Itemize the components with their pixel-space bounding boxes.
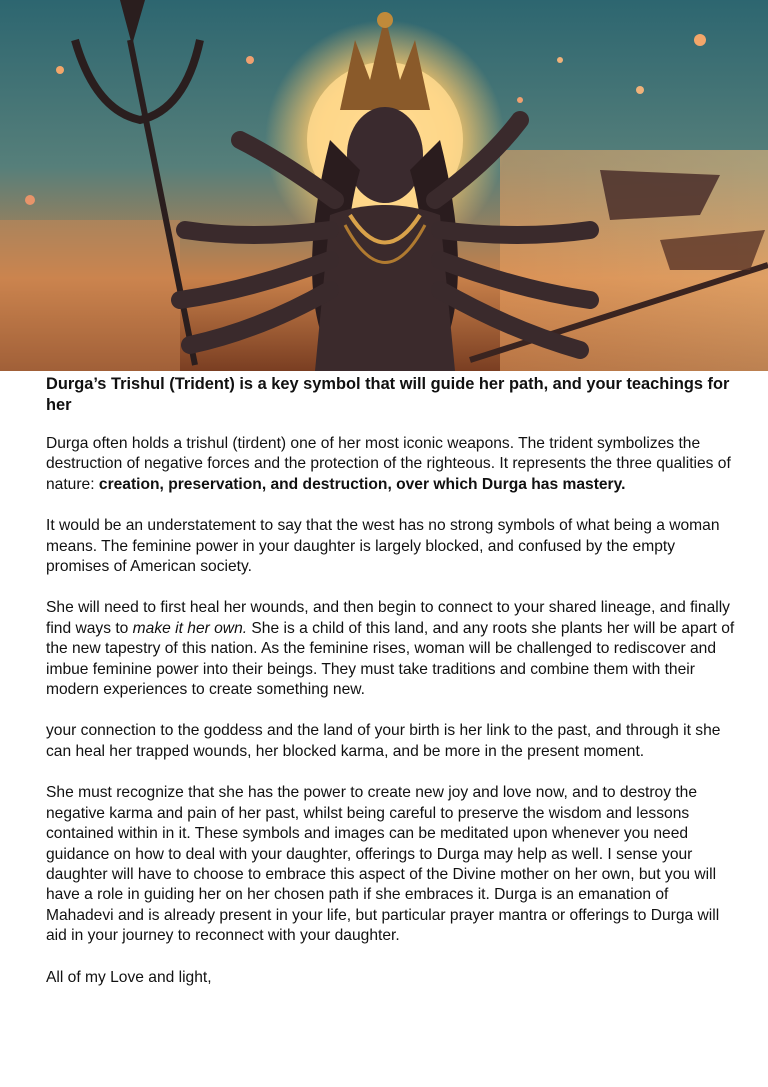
durga-hero-image [0, 0, 768, 371]
durga-illustration [0, 0, 768, 371]
paragraph-heal-wounds [46, 598, 736, 700]
paragraph-recognize-power: She must recognize that she has the power to create new joy and love now, and to destroy the negative karma and pain of her past, whilst being careful to preserve the wisdom and lessons contained within in it. These symbols and images can be meditated upon whenever you need guidance on how to deal with your daughter, offerings to Durga may help as well. I sense your daughter will have to choose to embrace this aspect of the Divine mother on her own, but you will have a role in guiding her on her chosen path if she embraces it. Durga is an emanation of Mahadevi and is already present in your life, but particular prayer mantra or offerings to Durga will aid in your journey to reconnect with your daughter. [46, 784, 720, 945]
paragraph-italic-text: make it her own. [132, 619, 248, 637]
paragraph-text: She will need to first heal her wounds, and then begin to connect to your shared lineage, and finally find ways to [46, 599, 730, 637]
paragraph-feminine-power: It would be an understatement to say that the west has no strong symbols of what being a woman means. The feminine power in your daughter is largely blocked, and confused by the empty promises of American society. [46, 517, 720, 576]
closing-line: All of my Love and light, [46, 968, 212, 986]
article-heading: Durga’s Trishul (Trident) is a key symbol that will guide her path, and your teachings for her [46, 375, 730, 414]
paragraph-bold-text: creation, preservation, and destruction, over which Durga has mastery. [98, 475, 626, 493]
paragraph-text: Durga often holds a trishul (tirdent) one of her most iconic weapons. The trident symbolizes the destruction of negative forces and the protection of the righteous. It represents the three qualities of nature: [46, 435, 731, 493]
article-body [46, 374, 736, 988]
paragraph-text: She is a child of this land, and any roots she plants her will be apart of the new tapestry of this nation. As the feminine rises, woman will be challenged to rediscover and imbue feminine power into their beings. They must take traditions and combine them with their modern experiences to create something new. [46, 619, 735, 699]
paragraph-goddess-connection: your connection to the goddess and the land of your birth is her link to the past, and through it she can heal her trapped wounds, her blocked karma, and be more in the present moment. [46, 722, 721, 760]
paragraph-trident-meaning [46, 434, 736, 495]
